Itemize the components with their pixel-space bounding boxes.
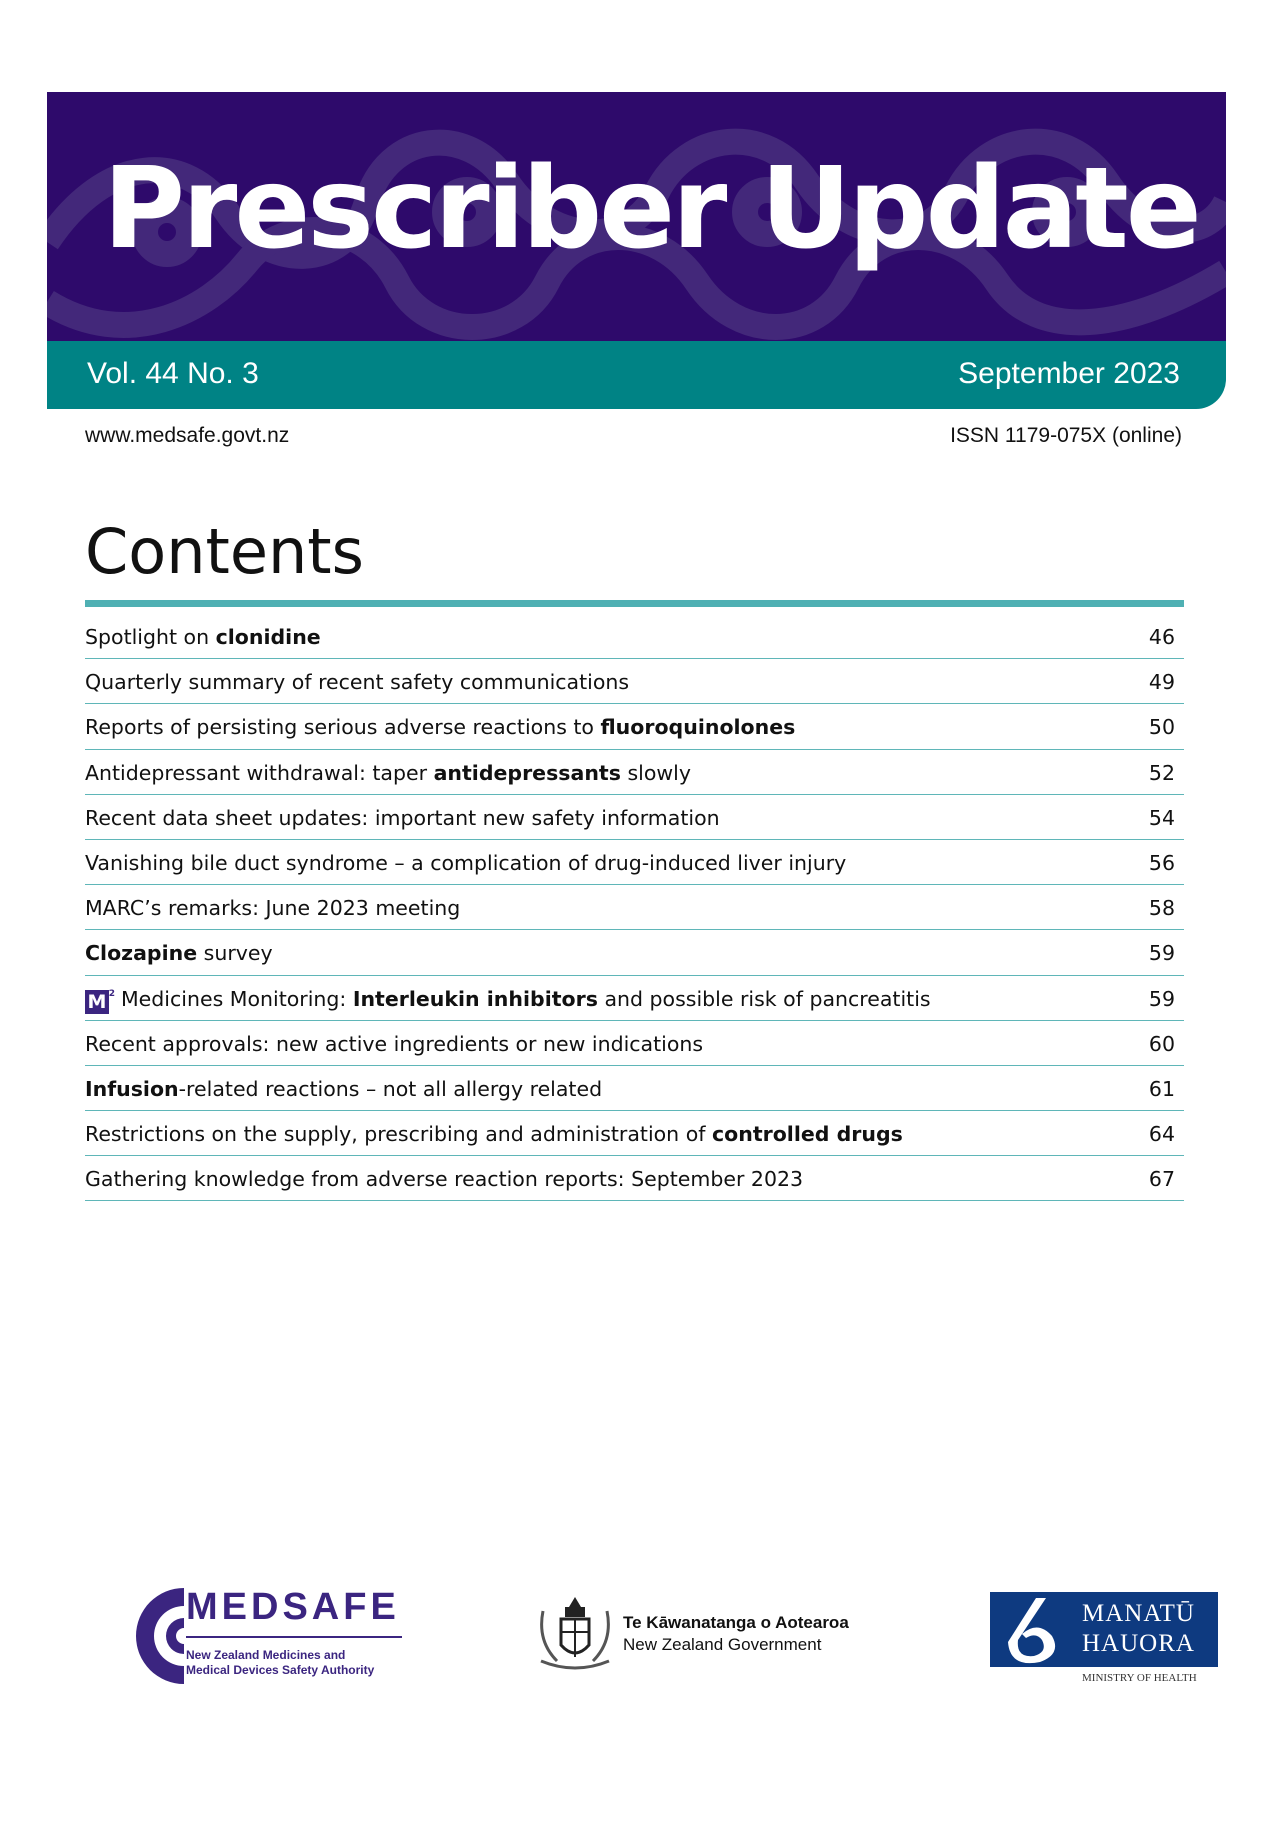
contents-item[interactable] <box>85 976 1184 1021</box>
issue-date: September 2023 <box>958 357 1180 390</box>
contents-rule <box>85 600 1184 607</box>
contents-item-text: Spotlight on <box>85 625 216 649</box>
contents-item[interactable] <box>85 750 1184 795</box>
masthead-banner <box>47 92 1226 341</box>
contents-item[interactable] <box>85 885 1184 930</box>
koru-logo-icon <box>996 1592 1076 1667</box>
medicines-monitoring-m2-icon: M 2 <box>85 990 109 1014</box>
contents-item-page: 64 <box>1148 1122 1175 1147</box>
contents-item-page: 49 <box>1148 670 1175 695</box>
contents-heading: Contents <box>85 515 364 588</box>
contents-item-title <box>85 941 273 965</box>
contents-item-keyword: Infusion <box>85 1076 179 1101</box>
govt-name-english: New Zealand Government <box>623 1635 822 1654</box>
contents-item-page: 52 <box>1148 760 1175 785</box>
publication-title: Prescriber Update <box>103 144 1199 274</box>
contents-item-text: and possible risk of pancreatitis <box>597 986 931 1011</box>
contents-item-title <box>85 715 795 739</box>
moh-line-1: MANATŪ <box>1082 1600 1195 1627</box>
medsafe-emblem-icon <box>84 1586 184 1686</box>
contents-item-page: 46 <box>1148 625 1175 649</box>
contents-item-page: 50 <box>1148 715 1175 740</box>
contents-item-text: MARC’s remarks: June 2023 meeting <box>85 896 461 921</box>
contents-item-keyword: Clozapine <box>85 941 198 966</box>
contents-list <box>85 614 1184 1201</box>
contents-item-text: -related reactions – not all allergy related <box>178 1076 603 1101</box>
contents-item[interactable] <box>85 795 1184 840</box>
contents-item[interactable] <box>85 1021 1184 1066</box>
contents-item[interactable] <box>85 1156 1184 1201</box>
moh-line-2: HAUORA <box>1082 1630 1195 1657</box>
contents-item[interactable] <box>85 659 1184 704</box>
medsafe-subtitle: New Zealand Medicines and Medical Devices Safety Authority <box>186 1648 375 1677</box>
contents-item-page: 58 <box>1148 896 1175 921</box>
contents-item-keyword: Interleukin inhibitors <box>352 986 598 1011</box>
contents-item-text: Medicines Monitoring: <box>121 986 353 1011</box>
contents-item-text: Gathering knowledge from adverse reaction reports: September 2023 <box>85 1167 804 1192</box>
contents-item[interactable] <box>85 1066 1184 1111</box>
issue-strip <box>47 341 1226 409</box>
govt-name-maori: Te Kāwanatanga o Aotearoa <box>623 1613 849 1632</box>
contents-item-keyword: antidepressants <box>433 760 621 785</box>
contents-item-text: Antidepressant withdrawal: taper <box>85 760 434 785</box>
contents-item[interactable] <box>85 930 1184 975</box>
volume-number: Vol. 44 No. 3 <box>87 357 259 390</box>
moh-subtitle: MINISTRY OF HEALTH <box>1082 1672 1197 1684</box>
contents-item-text: Quarterly summary of recent safety communications <box>85 670 630 695</box>
medsafe-logo <box>84 1586 414 1686</box>
contents-item-title <box>85 670 629 694</box>
contents-item-title <box>85 806 720 830</box>
contents-item-title <box>85 851 846 875</box>
contents-item-keyword: clonidine <box>215 625 321 649</box>
contents-item-page: 67 <box>1148 1167 1175 1192</box>
contents-item-title <box>85 1032 703 1056</box>
contents-item-text: slowly <box>620 760 691 785</box>
nz-government-logo <box>535 1595 849 1675</box>
contents-item-text: Vanishing bile duct syndrome – a complication of drug-induced liver injury <box>85 850 847 875</box>
contents-item-page: 59 <box>1148 986 1175 1011</box>
contents-item[interactable] <box>85 614 1184 659</box>
contents-item-page: 56 <box>1148 850 1175 875</box>
contents-item-page: 59 <box>1148 941 1175 966</box>
coat-of-arms-icon <box>535 1595 615 1671</box>
contents-item-page: 60 <box>1148 1031 1175 1056</box>
contents-item-text: Reports of persisting serious adverse reactions to <box>85 715 601 740</box>
contents-item-text: Recent data sheet updates: important new safety information <box>85 805 720 830</box>
contents-item-text: Recent approvals: new active ingredients or new indications <box>85 1031 704 1056</box>
issn: ISSN 1179-075X (online) <box>950 424 1182 447</box>
contents-item-page: 61 <box>1148 1076 1175 1101</box>
contents-item[interactable] <box>85 1111 1184 1156</box>
ministry-of-health-logo <box>990 1592 1218 1667</box>
contents-item[interactable] <box>85 840 1184 885</box>
contents-item-title <box>85 896 460 920</box>
contents-item-title <box>85 1167 803 1191</box>
contents-item-keyword: fluoroquinolones <box>600 715 796 740</box>
contents-item-title <box>85 987 931 1011</box>
contents-item-title <box>85 625 321 649</box>
contents-item-text: survey <box>197 941 273 966</box>
contents-item[interactable] <box>85 704 1184 749</box>
contents-item-text: Restrictions on the supply, prescribing and administration of <box>85 1122 712 1147</box>
divider <box>186 1636 402 1638</box>
contents-item-title <box>85 1077 602 1101</box>
contents-item-page: 54 <box>1148 805 1175 830</box>
website-url[interactable]: www.medsafe.govt.nz <box>85 424 290 447</box>
contents-item-title <box>85 761 691 785</box>
contents-item-keyword: controlled drugs <box>711 1122 903 1147</box>
contents-item-title <box>85 1122 903 1146</box>
medsafe-wordmark: MEDSAFE <box>186 1586 400 1628</box>
